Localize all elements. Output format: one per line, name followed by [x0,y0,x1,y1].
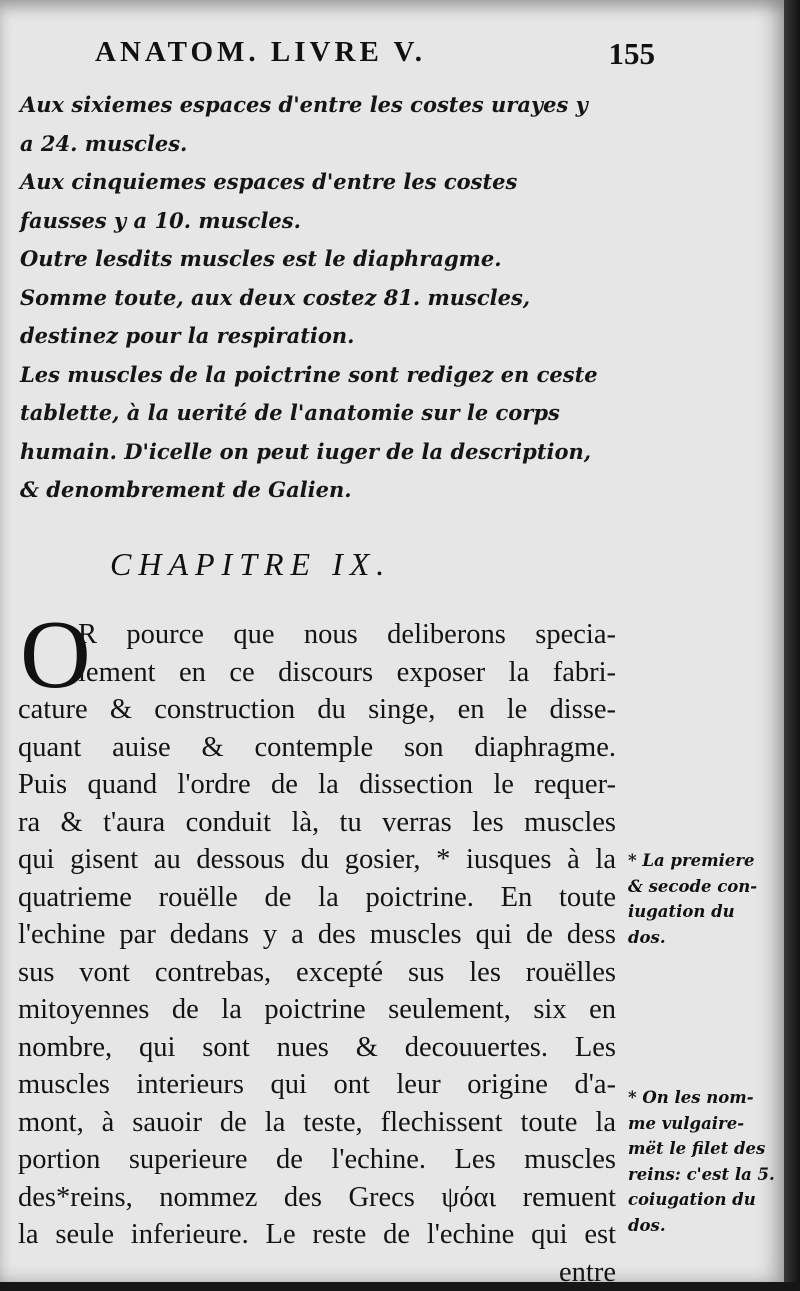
body-line: l'echine par dedans y a des muscles qui de dess [18,916,616,954]
margin-note-line: mët le filet des [628,1136,780,1162]
margin-note-line: dos. [628,925,780,951]
body-line: la seule inferieure. Le reste de l'echine qui est [18,1216,616,1254]
page-header [95,36,655,76]
paragraph-fifth-spaces: Aux cinquiemes espaces d'entre les costes fausses y a 10. muscles. [20,163,605,240]
margin-note-line: & secode con- [628,874,780,900]
body-line: muscles interieurs qui ont leur origine d'a- [18,1066,616,1104]
margin-note-line: coiugation du [628,1187,780,1213]
body-line: ra & t'aura conduit là, tu verras les muscles [18,804,616,842]
body-line: qui gisent au dessous du gosier, * iusques à la [18,841,616,879]
body-line: cature & construction du singe, en le disse- [18,691,616,729]
body-line: R pource que nous deliberons specia- [18,616,616,654]
catchword: entre [18,1254,616,1291]
page-number: 155 [609,36,656,72]
body-line: mont, à sauoir de la teste, flechissent toute la [18,1104,616,1142]
body-line: portion superieure de l'echine. Les muscles [18,1141,616,1179]
margin-note-first-conjugation [628,848,780,950]
body-line: quatrieme rouëlle de la poictrine. En toute [18,879,616,917]
margin-note-line: * On les nom- [628,1085,780,1111]
margin-note-line: iugation du [628,899,780,925]
chapter-title: CHAPITRE IX. [110,546,391,583]
paragraph-table-note: Les muscles de la poictrine sont redigez en ceste tablette, à la uerité de l'anatomie sur le corps humain. D'icelle on peut iuger de la description, & denombrement de Galien. [20,356,605,510]
body-line: mitoyennes de la poictrine seulement, six en [18,991,616,1029]
paragraph-sixth-spaces: Aux sixiemes espaces d'entre les costes urayes y a 24. muscles. [20,86,605,163]
drop-cap: O [20,610,91,700]
margin-note-psoas [628,1085,780,1238]
body-line: lement en ce discours exposer la fabri- [18,654,616,692]
margin-note-line: reins: c'est la 5. [628,1162,780,1188]
muscle-count-summary [20,86,605,510]
paragraph-total: Somme toute, aux deux costez 81. muscles, destinez pour la respiration. [20,279,605,356]
body-line: Puis quand l'ordre de la dissection le requer- [18,766,616,804]
body-line: sus vont contrebas, excepté sus les rouëlles [18,954,616,992]
margin-note-line: * La premiere [628,848,780,874]
paragraph-diaphragm: Outre lesdits muscles est le diaphragme. [20,240,605,279]
margin-note-line: dos. [628,1213,780,1239]
chapter-body [18,616,616,1291]
margin-note-line: me vulgaire- [628,1111,780,1137]
body-line: nombre, qui sont nues & decouuertes. Les [18,1029,616,1067]
book-edge [784,0,800,1282]
running-head: ANATOM. LIVRE V. [95,36,426,69]
body-line: quant auise & contemple son diaphragme. [18,729,616,767]
body-line: des*reins, nommez des Grecs ψόαι remuent [18,1179,616,1217]
